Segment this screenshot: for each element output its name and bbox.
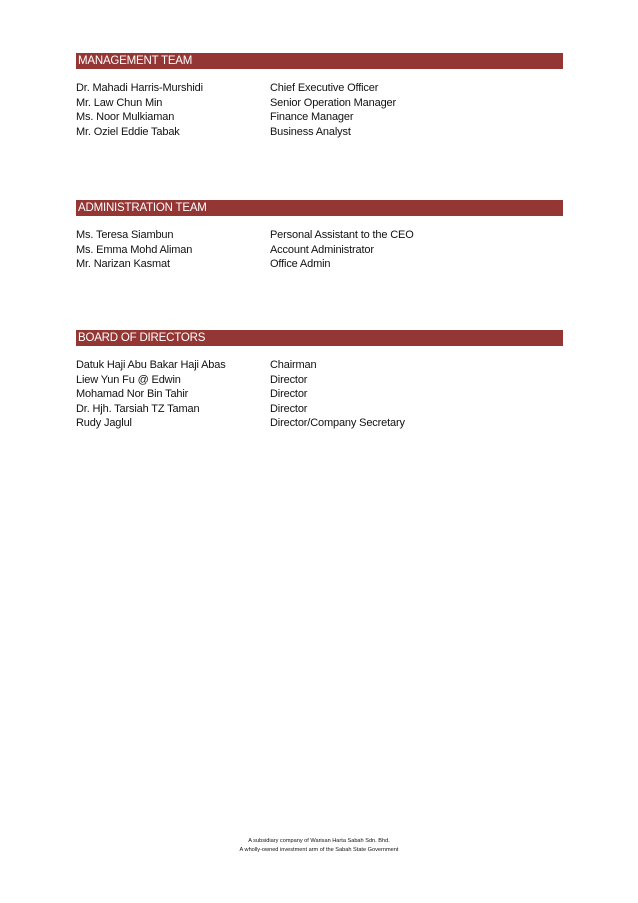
member-role: Chief Executive Officer — [270, 82, 379, 94]
member-row — [76, 387, 563, 402]
member-role: Finance Manager — [270, 111, 354, 123]
management-team-header: MANAGEMENT TEAM — [76, 53, 563, 69]
board-of-directors-section — [76, 330, 563, 431]
member-name: Rudy Jaglul — [76, 417, 132, 429]
management-team-list — [76, 81, 563, 139]
member-row — [76, 257, 563, 272]
member-row — [76, 402, 563, 417]
member-row — [76, 125, 563, 140]
member-name: Datuk Haji Abu Bakar Haji Abas — [76, 359, 226, 371]
management-team-section — [76, 53, 563, 139]
member-name: Mr. Oziel Eddie Tabak — [76, 125, 180, 138]
member-role: Director — [270, 373, 308, 386]
member-name: Dr. Hjh. Tarsiah TZ Taman — [76, 402, 200, 415]
member-name: Mr. Narizan Kasmat — [76, 258, 170, 270]
administration-team-list — [76, 228, 563, 272]
member-name: Ms. Emma Mohd Aliman — [76, 243, 193, 256]
member-name: Liew Yun Fu @ Edwin — [76, 373, 181, 386]
member-row — [76, 373, 563, 388]
member-role: Personal Assistant to the CEO — [270, 229, 414, 241]
member-role: Chairman — [270, 359, 317, 371]
member-row — [76, 96, 563, 111]
member-name: Mr. Law Chun Min — [76, 96, 163, 109]
member-role: Business Analyst — [270, 125, 351, 138]
board-of-directors-header: BOARD OF DIRECTORS — [76, 330, 563, 346]
footer-subsidiary-line: A subsidiary company of Warisan Harta Sabah Sdn. Bhd. — [248, 838, 390, 844]
member-row — [76, 110, 563, 125]
administration-team-header: ADMINISTRATION TEAM — [76, 200, 563, 216]
member-row — [76, 243, 563, 258]
member-role: Office Admin — [270, 258, 331, 270]
member-role: Senior Operation Manager — [270, 96, 397, 109]
member-name: Ms. Noor Mulkiaman — [76, 111, 175, 123]
member-name: Dr. Mahadi Harris-Murshidi — [76, 82, 203, 94]
member-name: Ms. Teresa Siambun — [76, 229, 174, 241]
administration-team-section — [76, 200, 563, 272]
board-of-directors-list — [76, 358, 563, 431]
member-name: Mohamad Nor Bin Tahir — [76, 388, 189, 400]
member-role: Director — [270, 388, 308, 400]
member-role: Director — [270, 402, 308, 415]
footer-ownership-line: A wholly-owned investment arm of the Sabah State Government — [239, 847, 399, 853]
member-row — [76, 358, 563, 373]
member-role: Account Administrator — [270, 243, 374, 256]
member-row — [76, 228, 563, 243]
member-row — [76, 416, 563, 431]
page-footer — [0, 837, 638, 855]
member-row — [76, 81, 563, 96]
member-role: Director/Company Secretary — [270, 417, 405, 429]
